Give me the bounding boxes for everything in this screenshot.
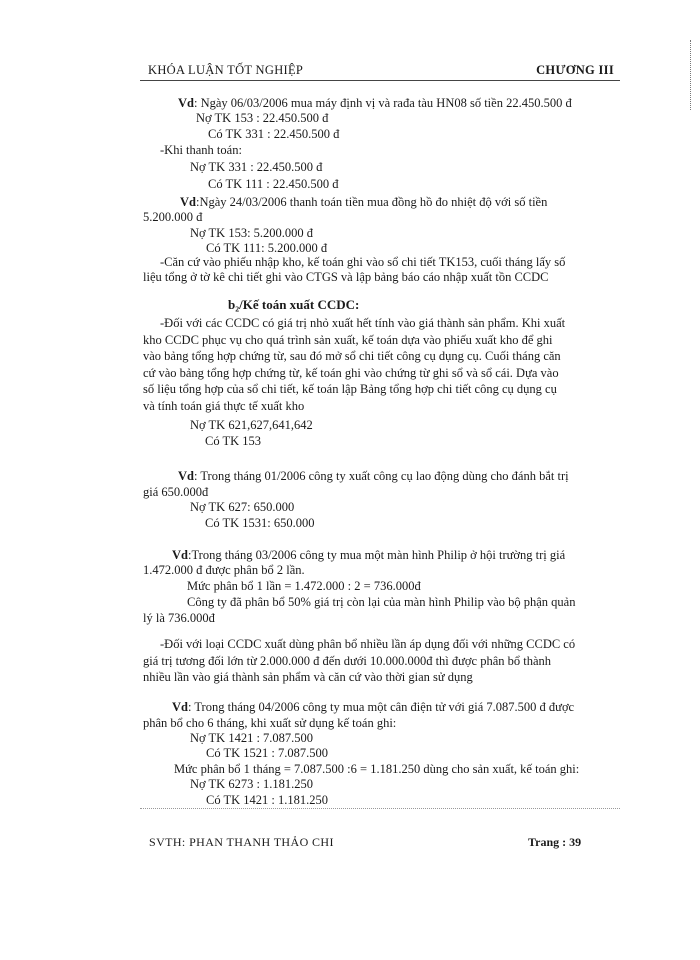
- entry-credit: Có TK 1521 : 7.087.500: [206, 746, 328, 760]
- text-line: 5.200.000 đ: [143, 210, 203, 224]
- entry-credit: Có TK 1421 : 1.181.250: [206, 793, 328, 807]
- example-line: Vd:Trong tháng 03/2006 công ty mua một màn hình Philip ở hội trường trị giá: [172, 548, 566, 562]
- scan-edge-mark: [690, 40, 693, 110]
- text-line: phân bổ cho 6 tháng, khi xuất sử dụng kế toán ghi:: [143, 716, 397, 730]
- example-line: Vd: Trong tháng 01/2006 công ty xuất công cụ lao động dùng cho đánh bắt trị: [178, 469, 569, 483]
- paragraph-line: nhiều lần vào giá thành sản phẩm và căn cứ vào thời gian sử dụng: [143, 670, 473, 684]
- example-line: Vd: Ngày 06/03/2006 mua máy định vị và rađa tàu HN08 số tiền 22.450.500 đ: [178, 96, 572, 110]
- footer-author: SVTH: PHAN THANH THẢO CHI: [149, 835, 334, 849]
- entry-debit: Nợ TK 627: 650.000: [190, 500, 295, 514]
- entry-debit: Nợ TK 621,627,641,642: [190, 418, 313, 432]
- entry-debit: Nợ TK 1421 : 7.087.500: [190, 731, 314, 745]
- entry-debit: Nợ TK 153 : 22.450.500 đ: [196, 111, 329, 125]
- text-line: 1.472.000 đ được phân bổ 2 lần.: [143, 563, 305, 577]
- text-line: Công ty đã phân bổ 50% giá trị còn lại của màn hình Philip vào bộ phận quản: [187, 595, 576, 609]
- paragraph-line: kho CCDC phục vụ cho quá trình sản xuất, kế toán dựa vào phiếu xuất kho để ghi: [143, 333, 553, 347]
- paragraph-line: giá trị tương đối lớn từ 2.000.000 đ đến dưới 10.000.000đ thì được phân bổ thành: [143, 654, 552, 668]
- entry-credit: Có TK 331 : 22.450.500 đ: [208, 127, 340, 141]
- example-line: Vd:Ngày 24/03/2006 thanh toán tiền mua đồng hồ đo nhiệt độ với số tiền: [180, 195, 548, 209]
- paragraph-line: cứ vào bảng tổng hợp chứng từ, kế toán ghi vào chứng từ ghi sổ và sổ cái. Dựa vào: [143, 366, 559, 380]
- entry-credit: Có TK 111: 5.200.000 đ: [206, 241, 328, 255]
- footer-rule: [140, 808, 620, 810]
- text-line: -Căn cứ vào phiếu nhập kho, kế toán ghi vào sổ chi tiết TK153, cuối tháng lấy số: [160, 255, 566, 269]
- text-line: giá 650.000đ: [143, 485, 209, 499]
- entry-debit: Nợ TK 6273 : 1.181.250: [190, 777, 314, 791]
- entry-debit: Nợ TK 331 : 22.450.500 đ: [190, 160, 323, 174]
- header-chapter: CHƯƠNG III: [536, 63, 614, 77]
- header-title: KHÓA LUẬN TỐT NGHIỆP: [148, 63, 304, 77]
- paragraph-line: -Đối với loại CCDC xuất dùng phân bổ nhiều lần áp dụng đối với những CCDC có: [160, 637, 576, 651]
- text-line: Mức phân bổ 1 lần = 1.472.000 : 2 = 736.000đ: [187, 579, 421, 593]
- entry-debit: Nợ TK 153: 5.200.000 đ: [190, 226, 314, 240]
- example-line: Vd: Trong tháng 04/2006 công ty mua một cân điện tử với giá 7.087.500 đ được: [172, 700, 575, 714]
- text-line: liệu tổng ở tờ kê chi tiết ghi vào CTGS và lập bảng báo cáo nhập xuất tồn CCDC: [143, 270, 549, 284]
- text-line: Mức phân bổ 1 tháng = 7.087.500 :6 = 1.181.250 dùng cho sản xuất, kế toán ghi:: [174, 762, 580, 776]
- text-line: lý là 736.000đ: [143, 611, 215, 625]
- paragraph-line: vào bảng tổng hợp chứng từ, sau đó mở sổ chi tiết công cụ dụng cụ. Cuối tháng căn: [143, 349, 561, 363]
- section-heading: b₂/Kế toán xuất CCDC:: [228, 297, 360, 312]
- text-line: -Khi thanh toán:: [160, 143, 242, 157]
- entry-credit: Có TK 1531: 650.000: [205, 516, 315, 530]
- paragraph-line: -Đối với các CCDC có giá trị nhỏ xuất hết tính vào giá thành sản phẩm. Khi xuất: [160, 316, 566, 330]
- page-number: Trang : 39: [528, 835, 582, 849]
- entry-credit: Có TK 153: [205, 434, 262, 448]
- paragraph-line: và tính toán giá thực tế xuất kho: [143, 399, 305, 413]
- entry-credit: Có TK 111 : 22.450.500 đ: [208, 177, 339, 191]
- page-header: [140, 62, 620, 81]
- paragraph-line: số liệu tổng hợp của sổ chi tiết, kế toán lập Bảng tổng hợp chi tiết công cụ dụng cụ: [143, 382, 557, 396]
